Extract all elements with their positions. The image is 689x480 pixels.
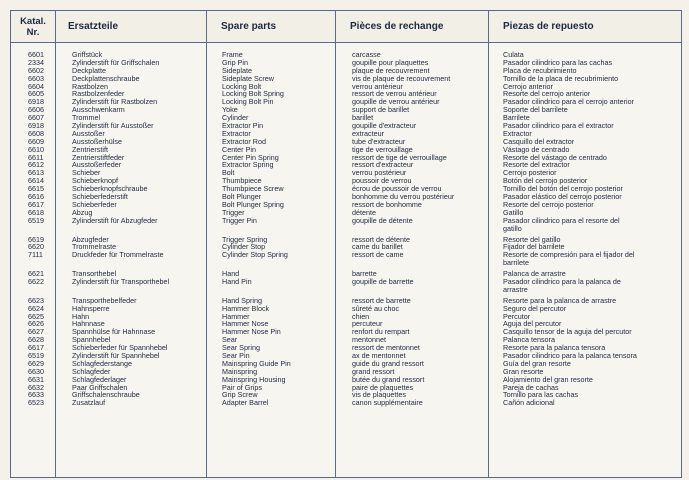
german-name-cell: Zylinderstift für Transporthebel [72,276,170,286]
table-row [11,106,681,114]
table-row [11,59,681,67]
french-name-cell: renfort du rempart [352,327,410,337]
german-name-cell: Zylinderstift für Spannhebel [72,351,160,360]
spanish-name-line: Pasador cilindrico para el resorte del [503,215,620,225]
header-english: Spare parts [221,21,277,32]
catalog-number-cell: 6605 [28,89,44,99]
german-name-cell: Rastbolzenfeder [72,89,125,99]
table-row [11,75,681,83]
german-name-cell: Schieberknopf [72,176,118,186]
german-name-cell: Paar Griffschalen [72,382,128,392]
spanish-name-line: Resorte de compresión para el fijador del [503,250,635,260]
german-name-cell: Spannhülse für Hahnnase [72,327,156,337]
english-name-cell: Hand Spring [222,295,262,305]
table-body [11,51,681,407]
french-name-cell: butée du grand ressort [352,374,425,384]
french-name-cell: ressort d'extracteur [352,160,414,170]
german-name-cell: Zentrierstiftfeder [72,152,125,162]
german-name-cell: Deckplattenschraube [72,73,140,83]
spanish-name-line: Casquillo tensor de la aguja del percutor [503,327,632,337]
catalog-number-cell: 6612 [28,160,44,170]
german-name-cell: Transporthebelfeder [72,295,137,305]
german-name-cell: Schieberknopfschraube [72,184,148,194]
spanish-name-line: Guía del gran resorte [503,358,571,368]
table-row [11,217,681,233]
spanish-name-line: Aguja del percutor [503,319,562,329]
french-name-cell: percuteur [352,319,383,329]
spanish-name-cell [503,278,679,294]
french-name-cell: ressort de détente [352,234,410,244]
table-row [11,391,681,399]
german-name-cell: Zylinderstift für Rastbolzen [72,97,158,107]
spanish-name-line: arrastre [503,284,528,294]
english-name-cell: Hammer Nose Pin [222,327,281,337]
catalog-number-cell: 6614 [28,176,44,186]
spanish-name-line: Vástago de centrado [503,144,570,154]
french-name-cell: vis de plaquettes [352,390,406,400]
catalog-number-cell: 6519 [28,351,44,360]
french-name-cell: ax de mentonnet [352,351,406,360]
english-name-cell: Extractor Rod [222,136,266,146]
spanish-name-line: Resorte del gatillo [503,234,561,244]
spanish-name-cell [503,201,679,209]
french-name-cell: chien [352,311,370,321]
english-name-cell: Sideplate [222,65,252,75]
english-name-cell: Extractor Spring [222,160,274,170]
german-name-cell: Spannhebel [72,335,111,345]
spanish-name-line: Seguro del percutor [503,303,567,313]
french-name-cell: came du barillet [352,242,403,252]
german-name-cell: Ausschwenkarm [72,105,125,115]
spanish-name-line: Culata [503,50,524,59]
german-name-cell: Griffstück [72,50,103,59]
french-name-cell: goupille pour plaquettes [352,57,429,67]
spanish-name-line: Percutor [503,311,531,321]
spanish-name-line: Cerrojo anterior [503,81,553,91]
french-name-cell: ressort de tige de verrouillage [352,152,447,162]
french-name-cell: goupille de barrette [352,276,414,286]
catalog-number-cell: 6611 [28,152,44,162]
spanish-name-line: Palanca de arrastre [503,269,566,279]
french-name-cell: tige de verrouillage [352,144,413,154]
table-row [11,360,681,368]
german-name-cell: Schlagfeder [72,366,111,376]
table-row [11,399,681,407]
spanish-name-line: Pasador cilindrico para las cachas [503,57,613,67]
french-name-cell: verrou antérieur [352,81,403,91]
catalog-number-cell: 6604 [28,81,44,91]
english-name-cell: Center Pin Spring [222,152,279,162]
german-name-cell: Deckplatte [72,65,106,75]
spanish-name-line: Resorte del cerrojo posterior [503,199,594,209]
spanish-name-line: Extractor [503,128,532,138]
catalog-number-cell: 6610 [28,144,44,154]
spanish-name-line: Tornillo de la placa de recubrimiento [503,73,619,83]
french-name-cell: sûreté au choc [352,303,400,313]
catalog-number-cell: 6606 [28,105,44,115]
german-name-cell: Rastbolzen [72,81,108,91]
english-name-cell: Pair of Grips [222,382,262,392]
catalog-number-cell: 6603 [28,73,44,83]
german-name-cell: Schieber [72,168,101,178]
french-name-cell: grand ressort [352,366,395,376]
spanish-name-line: Pasador cilindrico para el extractor [503,121,614,131]
spanish-name-line: Resorte del extractor [503,160,570,170]
english-name-cell: Adapter Barrel [222,398,269,408]
french-name-cell: ressort de came [352,250,404,260]
table-row [11,278,681,294]
english-name-cell: Sideplate Screw [222,73,274,83]
catalog-number-cell: 6602 [28,65,44,75]
german-name-cell: Ausstoßer [72,128,105,138]
spanish-name-line: Pasador cilindrico para el cerrojo anterior [503,97,635,107]
german-name-cell: Transorthebel [72,269,117,279]
english-name-cell: Locking Bolt Spring [222,89,284,99]
german-name-cell: Ausstoßerfeder [72,160,122,170]
header-french: Pièces de rechange [350,21,444,32]
spanish-name-line: Fijador del barrilete [503,242,565,252]
catalog-number-cell: 6626 [28,319,44,329]
catalog-number-cell: 6632 [28,382,44,392]
english-name-cell: Hammer Nose [222,319,269,329]
spanish-name-line: Soporte del barrilete [503,105,568,115]
french-name-cell: carcasse [352,50,381,59]
french-name-cell: goupille de verrou antérieur [352,97,440,107]
french-name-cell: écrou de poussoir de verrou [352,184,442,194]
catalog-number-cell: 6621 [28,269,44,279]
german-name-cell: Hahn [72,311,90,321]
english-name-cell: Thumbpiece [222,176,262,186]
catalog-number-cell: 6608 [28,128,44,138]
french-name-cell: détente [352,207,376,217]
english-name-cell: Frame [222,50,243,59]
catalog-number-cell: 2334 [28,57,44,67]
catalog-number-cell: 6519 [28,215,44,225]
catalog-number-cell: 6628 [28,335,44,345]
french-name-cell: ressort de bonhomme [352,199,422,209]
catalog-number-cell: 6622 [28,276,44,286]
catalog-number-cell: 6625 [28,311,44,321]
catalog-number-cell: 6523 [28,398,44,408]
spanish-name-line: Resorte para la palanca tensora [503,343,606,353]
spanish-name-line: Resorte para la palanca de arrastre [503,295,617,305]
english-name-cell: Cylinder [222,113,249,123]
catalog-number-cell: 6633 [28,390,44,400]
table-row [11,161,681,169]
german-name-cell: Zylinderstift für Abzugfeder [72,215,158,225]
german-name-cell: Zentrierstift [72,144,108,154]
english-name-cell: Cylinder Stop Spring [222,250,288,260]
spanish-name-line: Pasador cilindrico para la palanca de [503,276,621,286]
english-name-cell: Trigger [222,207,245,217]
french-name-cell: ressort de barrette [352,295,411,305]
german-name-cell: Schieberfeder für Spannhebel [72,343,168,353]
catalog-number-cell: 6617 [28,343,44,353]
spanish-name-line: Tornillo del botón del cerrojo posterior [503,184,623,194]
french-name-cell: support de barillet [352,105,410,115]
header-catalog-number [11,11,55,42]
german-name-cell: Zusatzlauf [72,398,106,408]
english-name-cell: Bolt Plunger [222,192,262,202]
table-row [11,305,681,313]
catalog-number-cell: 6624 [28,303,44,313]
german-name-cell: Griffschalenschraube [72,390,140,400]
catalog-number-cell: 6918 [28,121,44,131]
english-name-cell: Extractor Pin [222,121,264,131]
catalog-number-cell: 6630 [28,366,44,376]
parts-table [10,10,682,478]
english-name-cell: Grip Pin [222,57,248,67]
english-name-cell: Sear [222,335,238,345]
spanish-name-line: Resorte del cerrojo anterior [503,89,591,99]
spanish-name-line: Cerrojo posterior [503,168,557,178]
german-name-cell: Hahnnase [72,319,105,329]
french-name-cell: extracteur [352,128,384,138]
spanish-name-line: Botón del cerrojo posterior [503,176,588,186]
spanish-name-line: Palanca tensora [503,335,555,345]
spanish-name-line: Gatillo [503,207,524,217]
english-name-cell: Hammer Block [222,303,270,313]
english-name-cell: Locking Bolt Pin [222,97,274,107]
english-name-cell: Cylinder Stop [222,242,266,252]
french-name-cell: tube d'extracteur [352,136,406,146]
french-name-cell: poussoir de verrou [352,176,412,186]
german-name-cell: Abzug [72,207,93,217]
spanish-name-line: Casquillo del extractor [503,136,575,146]
french-name-cell: canon supplémentaire [352,398,423,408]
catalog-number-cell: 6613 [28,168,44,178]
header-catalog-line1: Katal. [20,15,46,27]
spanish-name-line: Cañón adicional [503,398,555,408]
german-name-cell: Trommel [72,113,101,123]
table-row [11,122,681,130]
catalog-number-cell: 6629 [28,358,44,368]
spanish-name-line: Resorte del vástago de centrado [503,152,607,162]
english-name-cell: Sear Spring [222,343,260,353]
catalog-number-cell: 6601 [28,50,44,59]
french-name-cell: plaque de recouvrement [352,65,430,75]
catalog-number-cell: 6617 [28,199,44,209]
french-name-cell: guide du grand ressort [352,358,424,368]
german-name-cell: Schieberfederstift [72,192,128,202]
spanish-name-line: Pareja de cachas [503,382,559,392]
english-name-cell: Trigger Pin [222,215,257,225]
header-catalog-line2: Nr. [26,26,40,38]
german-name-cell: Schieberfeder [72,199,117,209]
french-name-cell: ressort de verrou antérieur [352,89,437,99]
french-name-cell: goupille de détente [352,215,413,225]
header-spanish: Piezas de repuesto [503,21,594,32]
catalog-number-cell: 6616 [28,192,44,202]
table-header [11,11,681,43]
german-name-cell: Ausstoßerhülse [72,136,122,146]
table-row [11,201,681,209]
french-name-cell: barrette [352,269,377,279]
table-row [11,251,681,267]
german-name-cell: Hahnsperre [72,303,110,313]
english-name-cell: Trigger Spring [222,234,268,244]
french-name-cell: barillet [352,113,374,123]
spanish-name-line: Pasador elástico del cerrojo posterior [503,192,622,202]
english-name-cell: Bolt Plunger Spring [222,199,284,209]
table-row [11,328,681,336]
english-name-cell: Mainspring [222,366,258,376]
german-name-cell: Abzugfeder [72,234,109,244]
spanish-name-line: Gran resorte [503,366,544,376]
spanish-name-cell [503,399,679,407]
catalog-number-cell: 6607 [28,113,44,123]
english-name-cell: Sear Pin [222,351,250,360]
catalog-number-cell: 6623 [28,295,44,305]
english-name-cell: Thumbpiece Screw [222,184,284,194]
catalog-number-cell: 6918 [28,97,44,107]
table-row [11,138,681,146]
german-name-cell: Zylinderstift für Ausstoßer [72,121,154,131]
english-name-cell: Hand [222,269,240,279]
spanish-name-cell [503,251,679,267]
catalog-number-cell: 6619 [28,234,44,244]
spanish-name-line: Placa de recubrimiento [503,65,577,75]
german-name-cell: Trommelraste [72,242,117,252]
french-name-cell: bonhomme du verrou postérieur [352,192,455,202]
german-name-cell: Schlagfederstange [72,358,132,368]
spanish-name-line: Alojamiento del gran resorte [503,374,593,384]
french-name-cell: ressort de mentonnet [352,343,420,353]
catalog-number-cell: 6627 [28,327,44,337]
table-row [11,297,681,305]
english-name-cell: Bolt [222,168,235,178]
french-name-cell: paire de plaquettes [352,382,414,392]
french-name-cell: vis de plaque de recouvrement [352,73,451,83]
english-name-cell: Hand Pin [222,276,252,286]
spanish-name-line: Tornillo para las cachas [503,390,579,400]
table-row [11,313,681,321]
english-name-cell: Mainspring Guide Pin [222,358,291,368]
header-german: Ersatzteile [68,21,119,32]
french-name-cell: verrou postérieur [352,168,407,178]
catalog-number-cell: 6620 [28,242,44,252]
catalog-number-cell: 6631 [28,374,44,384]
french-name-cell: goupille d'extracteur [352,121,417,131]
french-name-cell: mentonnet [352,335,386,345]
spanish-name-cell [503,217,679,233]
catalog-number-cell: 6615 [28,184,44,194]
english-name-cell: Yoke [222,105,238,115]
english-name-cell: Locking Bolt [222,81,262,91]
german-name-cell: Zylinderstift für Griffschalen [72,57,160,67]
english-name-cell: Hammer [222,311,250,321]
spanish-name-line: gatillo [503,223,522,233]
english-name-cell: Grip Screw [222,390,258,400]
spanish-name-line: barrilete [503,258,529,268]
english-name-cell: Extractor [222,128,251,138]
german-name-cell: Druckfeder für Trommelraste [72,250,164,260]
spanish-name-line: Pasador cilindrico para la palanca tensora [503,351,637,360]
english-name-cell: Mainspring Housing [222,374,286,384]
catalog-number-cell: 6618 [28,207,44,217]
catalog-number-cell: 7111 [28,250,43,260]
german-name-cell: Schlagfederlager [72,374,127,384]
english-name-cell: Center Pin [222,144,256,154]
catalog-number-cell: 6609 [28,136,44,146]
spanish-name-line: Barrilete [503,113,530,123]
